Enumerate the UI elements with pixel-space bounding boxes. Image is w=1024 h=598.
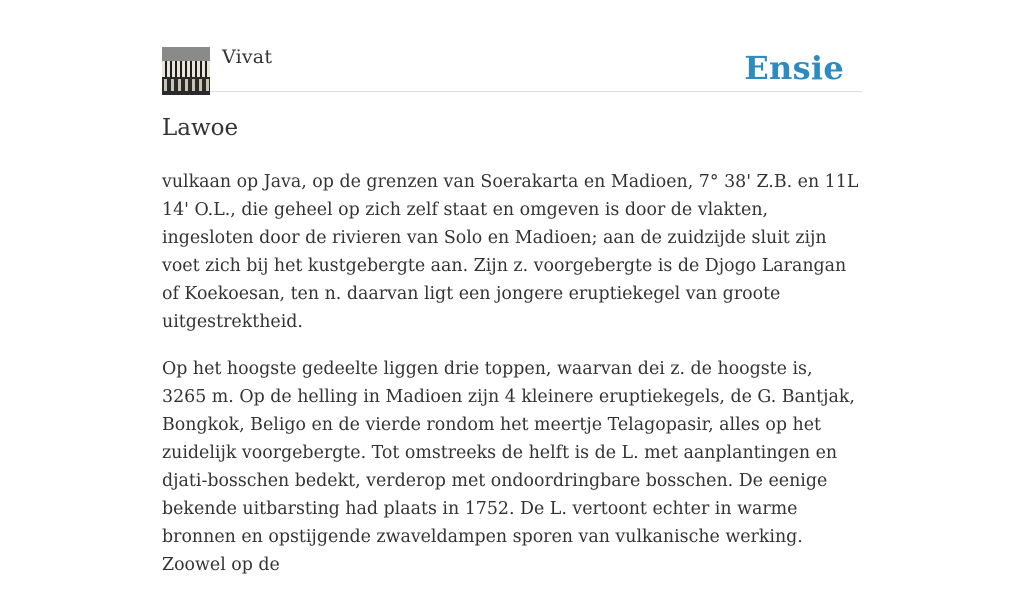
piano-keys-avatar-icon (162, 47, 210, 95)
article-paragraph: vulkaan op Java, op de grenzen van Soerakarta en Madioen, 7° 38' Z.B. en 11L 14' O.L., die geheel op zich zelf staat en omgeven is door de vlakten, ingesloten door de rivieren van Solo en Madioen; aan de zuidzijde sluit zijn voet zich bij het kustgebergte aan. Zijn z. voorgebergte is de Djogo Larangan of Koekoesan, ten n. daarvan ligt een jongere eruptiekegel van groote uitgestrektheid. (162, 172, 859, 332)
author-name[interactable]: Vivat (222, 46, 273, 68)
article-body (162, 168, 862, 598)
article-title: Lawoe (162, 115, 239, 141)
author-avatar[interactable] (162, 47, 210, 95)
brand-logo-link[interactable]: Ensie (744, 49, 844, 87)
header (162, 45, 862, 92)
article-paragraph: Op het hoogste gedeelte liggen drie toppen, waarvan dei z. de hoogste is, 3265 m. Op de helling in Madioen zijn 4 kleinere eruptiekegels, de G. Bantjak, Bongkok, Beligo en de vierde rondom het meertje Telagopasir, alles op het zuidelijk voorgebergte. Tot omstreeks de helft is de L. met aanplantingen en djati-bosschen bedekt, verderop met ondoordringbare bosschen. De eenige bekende uitbarsting had plaats in 1752. De L. vertoont echter in warme bronnen en opstijgende zwaveldampen sporen van vulkanische werking. Zoowel op de (162, 359, 855, 575)
